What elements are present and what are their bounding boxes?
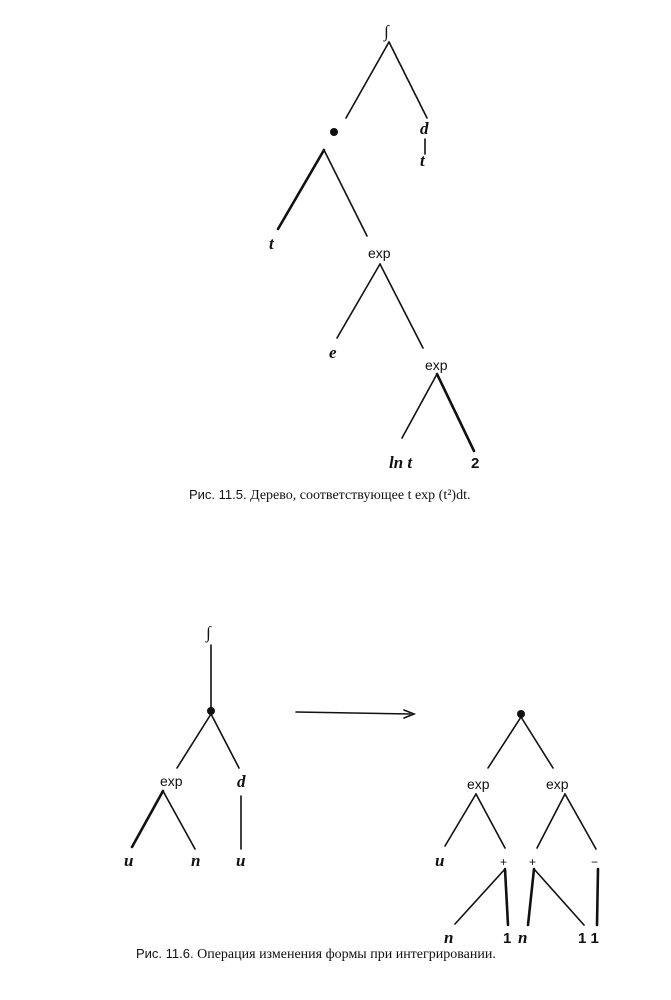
node-n-2: n — [518, 928, 528, 947]
node-t-under-d: t — [420, 151, 425, 170]
node-exp-1: exp — [368, 245, 391, 261]
edge — [163, 791, 195, 849]
edge — [389, 42, 427, 118]
edge — [476, 794, 505, 848]
caption-text: Операция изменения формы при интегрировании. — [197, 947, 496, 962]
node-n-1: n — [444, 928, 454, 947]
arrow-shaft — [296, 712, 410, 714]
figure-11-6-caption — [136, 946, 496, 963]
edge — [521, 717, 553, 768]
transform-arrow — [296, 710, 414, 718]
node-two: 2 — [471, 455, 480, 472]
node-d: d — [237, 772, 246, 791]
node-t-left: t — [269, 234, 274, 253]
edge — [455, 869, 505, 924]
edge — [402, 374, 437, 438]
integral-sign: ∫ — [206, 623, 211, 642]
edge — [337, 264, 380, 338]
edge — [278, 150, 324, 229]
node-plus-1: + — [500, 855, 508, 869]
figure-11-6-left-tree — [124, 623, 246, 870]
edge — [597, 869, 598, 925]
edge — [437, 374, 474, 451]
edge — [211, 714, 239, 768]
caption-label: Рис. 11.5. — [189, 487, 247, 502]
node-u-1: u — [124, 851, 134, 870]
edge — [346, 42, 389, 118]
node-e: e — [329, 343, 337, 362]
edge — [534, 869, 584, 925]
edge — [528, 869, 534, 925]
node-d: d — [420, 119, 429, 138]
node-minus: − — [591, 855, 599, 869]
figure-11-5-caption — [189, 487, 471, 504]
caption-label: Рис. 11.6. — [136, 946, 194, 961]
product-node — [330, 128, 338, 136]
edge — [445, 794, 476, 846]
edge — [537, 794, 565, 848]
node-one-one: 1 1 — [578, 930, 599, 947]
node-one-1: 1 — [503, 930, 512, 947]
integral-sign: ∫ — [384, 22, 389, 41]
node-u: u — [435, 851, 445, 870]
node-plus-2: + — [529, 855, 537, 869]
figure-11-6-right-tree — [435, 710, 599, 947]
edge — [488, 717, 521, 768]
edge — [505, 869, 508, 925]
edge — [132, 791, 163, 847]
node-exp: exp — [160, 773, 183, 789]
node-exp-2: exp — [425, 357, 448, 373]
edge — [380, 264, 423, 348]
node-exp-left: exp — [467, 776, 490, 792]
edge — [177, 714, 211, 768]
node-u-2: u — [236, 851, 246, 870]
edge — [565, 794, 596, 849]
node-n: n — [191, 851, 201, 870]
caption-text: Дерево, соответствующее t exp (t²)dt. — [250, 488, 471, 503]
figure-11-5-tree — [269, 22, 479, 472]
node-exp-right: exp — [546, 776, 569, 792]
edge — [324, 150, 367, 236]
node-ln-t: ln t — [389, 453, 413, 472]
